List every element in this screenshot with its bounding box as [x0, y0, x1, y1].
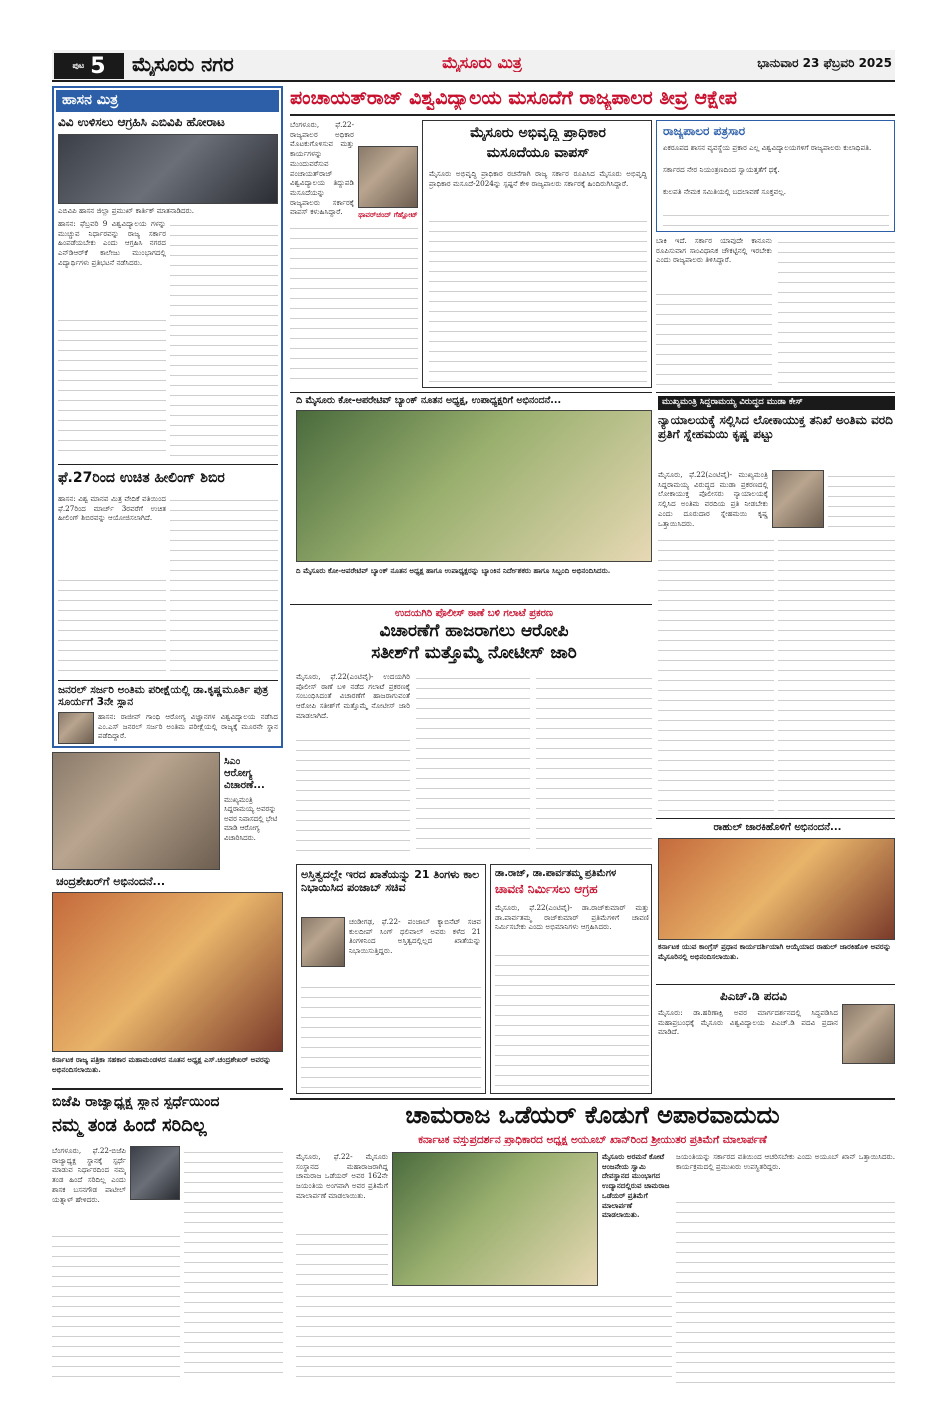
bjp-headline-2: ನಮ್ಮ ತಂಡ ಹಿಂದೆ ಸರಿದಿಲ್ಲ [52, 1116, 207, 1136]
punjab-headline: ಅಸ್ತಿತ್ವದಲ್ಲೇ ಇರದ ಖಾತೆಯನ್ನು 21 ತಿಂಗಳು ಕಾಲ ನಿಭಾಯಿಸಿದ ಪಂಜಾಬ್ ಸಚಿವ [301, 869, 480, 894]
chamaraja-body: ಮೈಸೂರು, ಫೆ.22- ಮೈಸೂರು ಸಂಸ್ಥಾನದ ಮಹಾರಾಜರಾಗಿದ್ದ ಚಾಮರಾಜ ಒಡೆಯರ್ ಅವರ 162ನೇ ಜಯಂತಿಯ ಅಂಗವಾಗಿ ಅವರ ಪ್ರತಿಮೆಗೆ ಮಾಲಾರ್ಪಣೆ ಮಾಡಲಾಯಿತು. [296, 1152, 388, 1200]
divider [58, 680, 278, 681]
surya-photo [58, 712, 94, 744]
chandrashekhar-photo [52, 892, 283, 1052]
snehamayi-krishna-photo [772, 470, 824, 528]
udayagiri-kicker: ಉದಯಗಿರಿ ಪೊಲೀಸ್ ಠಾಣೆ ಬಳಿ ಗಲಾಟೆ ಪ್ರಕರಣ [395, 608, 553, 619]
chamaraja-headline: ಚಾಮರಾಜ ಒಡೆಯರ್ ಕೊಡುಗೆ ಅಪಾರವಾದುದು [405, 1102, 780, 1129]
abvp-body-col1-continued [58, 314, 166, 459]
divider [656, 818, 895, 819]
divider [290, 392, 652, 393]
chamaraja-photo-caption: ಮೈಸೂರು ಅರಮನೆ ಕೋಟೆ ಆಂಜನೇಯ ಸ್ವಾಮಿ ದೇವಸ್ಥಾನದ ಮುಂಭಾಗದ ಉದ್ಯಾನದಲ್ಲಿರುವ ಚಾಮರಾಜ ಒಡೆಯರ್ ಪ್ರತಿಮೆಗೆ ಮಾಲಾರ್ಪಣೆ ಮಾಡಲಾಯಿತು. [602, 1152, 670, 1220]
abvp-body: ಹಾಸನ: ಫೆಬ್ರವರಿ 9 ವಿಶ್ವವಿದ್ಯಾಲಯ ಗಳನ್ನು ಮುಚ್ಚುವ ನಿರ್ಧಾರವನ್ನು ರಾಜ್ಯ ಸರ್ಕಾರ ಹಿಂಪಡೆಯಬೇಕು ಎಂದು ಆಗ್ರಹಿಸಿ ನಗರದ ಎನ್‌ಡಿಆರ್‌ಕೆ ಕಾಲೇಜು ಮುಂಭಾಗದಲ್ಲಿ ವಿದ್ಯಾರ್ಥಿಗಳು ಪ್ರತಿಭಟನೆ ನಡೆಸಿದರು. [58, 219, 166, 267]
phd-headline: ಪಿಎಚ್.ಡಿ ಪದವಿ [720, 990, 787, 1003]
governor-letter-point-2: ಸರ್ಕಾರದ ನೇರ ನಿಯಂತ್ರಣದಿಂದ ಸ್ವಾಯತ್ತತೆಗೆ ಧಕ್ಕೆ. [663, 165, 780, 174]
udayagiri-body: ಮೈಸೂರು, ಫೆ.22(ಎಂಟಿವೈ)- ಉದಯಗಿರಿ ಪೊಲೀಸ್ ಠಾಣೆ ಬಳಿ ನಡೆದ ಗಲಾಟೆ ಪ್ರಕರಣಕ್ಕೆ ಸಂಬಂಧಿಸಿದಂತೆ ವಿಚಾರಣೆಗೆ ಹಾಜರಾಗುವಂತೆ ಆರೋಪಿ ಸತೀಶ್‌ಗೆ ಮತ್ತೊಮ್ಮೆ ನೋಟೀಸ್ ಜಾರಿ ಮಾಡಲಾಗಿದೆ. [296, 672, 410, 720]
surgery-rank-headline: ಜನರಲ್ ಸರ್ಜರಿ ಅಂತಿಮ ಪರೀಕ್ಷೆಯಲ್ಲಿ ಡಾ.ಕೃಷ್ಣಮೂರ್ತಿ ಪುತ್ರ ಸೂರ್ಯಗೆ 3ನೇ ಸ್ಥಾನ [58, 684, 269, 709]
governor-photo [358, 146, 418, 208]
abvp-photo [58, 134, 278, 204]
chamaraja-body-col1 [296, 1228, 388, 1286]
governor-letter-box [656, 120, 895, 232]
chandrashekhar-caption: ಕರ್ನಾಟಕ ರಾಜ್ಯ ಪತ್ರಿಕಾ ಸಹಕಾರ ಮಹಾಮಂಡಳದ ನೂತನ ಅಧ್ಯಕ್ಷ ಎಸ್.ಚಂದ್ರಶೇಖರ್ ಅವರನ್ನು ಅಭಿನಂದಿಸಲಾಯಿತು. [52, 1055, 271, 1074]
rajkumar-box [490, 864, 652, 1094]
hassan-mitra-box [52, 86, 283, 748]
bjp-body-col1 [52, 1230, 180, 1381]
governor-letter-header: ರಾಜ್ಯಪಾಲರ ಪತ್ರಸಾರ [663, 125, 746, 138]
section-title: ಮೈಸೂರು ನಗರ [132, 53, 234, 76]
divider [58, 464, 278, 465]
punjab-body-continued [301, 981, 481, 1089]
chamaraja-subheadline: ಕರ್ನಾಟಕ ವಸ್ತುಪ್ರದರ್ಶನ ಪ್ರಾಧಿಕಾರದ ಅಧ್ಯಕ್ಷ ಅಯೂಬ್ ಖಾನ್‌ರಿಂದ ಶ್ರೀಯುತರ ಪ್ರತಿಮೆಗೆ ಮಾಲಾರ್ಪಣೆ [418, 1134, 767, 1146]
udayagiri-body-col3 [536, 672, 652, 858]
issue-date: ಭಾನುವಾರ 23 ಫೆಬ್ರವರಿ 2025 [757, 57, 892, 70]
page-label: ಪುಟ [72, 61, 85, 70]
divider [52, 1088, 283, 1090]
lokayukta-kicker: ಮುಖ್ಯಮಂತ್ರಿ ಸಿದ್ದರಾಮಯ್ಯ ವಿರುದ್ಧದ ಮುಡಾ ಕೇಸ್ [658, 396, 895, 410]
phd-recipient-photo [842, 1004, 895, 1064]
divider [290, 1098, 895, 1100]
muda-bill-body-continued [429, 215, 647, 383]
cm-health-body: ಮುಖ್ಯಮಂತ್ರಿ ಸಿದ್ದರಾಮಯ್ಯ ಅವರನ್ನು ಅವರ ನಿವಾಸದಲ್ಲಿ ಭೇಟಿ ಮಾಡಿ ಆರೋಗ್ಯ ವಿಚಾರಿಸಿದರು. [224, 796, 278, 842]
udayagiri-body-col1 [296, 734, 410, 858]
udayagiri-headline-1: ವಿಚಾರಣೆಗೆ ಹಾಜರಾಗಲು ಆರೋಪಿ [379, 622, 569, 641]
cm-health-title-2: ಆರೋಗ್ಯ [224, 768, 253, 779]
chamaraja-right-body: ಜಯಂತಿಯನ್ನು ಸರ್ಕಾರದ ವತಿಯಿಂದ ಆಚರಿಸಬೇಕು ಎಂದು ಅಯೂಬ್ ಖಾನ್ ಒತ್ತಾಯಿಸಿದರು. ಕಾರ್ಯಕ್ರಮದಲ್ಲಿ ಪ್ರಮುಖರು ಉಪಸ್ಥಿತರಿದ್ದರು. [676, 1152, 895, 1171]
divider [290, 604, 652, 605]
rahul-caption: ಕರ್ನಾಟಕ ಯುವ ಕಾಂಗ್ರೆಸ್ ಪ್ರಧಾನ ಕಾರ್ಯದರ್ಶಿಯಾಗಿ ಆಯ್ಕೆಯಾದ ರಾಹುಲ್ ಜಾರಕಿಹೊಳಿ ಅವರನ್ನು ಮೈಸೂರಿನಲ್ಲಿ ಅಭಿನಂದಿಸಲಾಯಿತು. [658, 942, 891, 961]
bjp-body-continued [184, 1146, 283, 1381]
cm-health-title-3: ವಿಚಾರಣೆ... [224, 780, 265, 791]
chamaraja-bottom-body [296, 1290, 672, 1386]
surgery-rank-body: ಹಾಸನ: ರಾಜೀವ್ ಗಾಂಧಿ ಆರೋಗ್ಯ ವಿಜ್ಞಾನಗಳ ವಿಶ್ವವಿದ್ಯಾಲಯ ನಡೆಸಿದ ಎಂ.ಎಸ್ ಜನರಲ್ ಸರ್ಜರಿ ಅಂತಿಮ ಪರೀಕ್ಷೆಯಲ್ಲಿ ರಾಜ್ಯಕ್ಕೆ ಮೂರನೇ ಸ್ಥಾನ ಪಡೆದಿದ್ದಾರೆ. [98, 712, 278, 741]
healing-camp-body: ಹಾಸನ: ವಿಶ್ವ ಮಾನವ ಮಿತ್ರ ವೇದಿಕೆ ವತಿಯಿಂದ ಫೆ.27ರಿಂದ ಮಾರ್ಚ್ 3ರವರೆಗೆ ಉಚಿತ ಹೀಲಿಂಗ್ ಶಿಬಿರವನ್ನು ಆಯೋಜಿಸಲಾಗಿದೆ. [58, 494, 166, 523]
page-number-block [54, 53, 124, 79]
lokayukta-body-col1 [658, 534, 774, 816]
udayagiri-body-col2 [416, 672, 530, 858]
lead-body-far-right [778, 236, 895, 388]
abvp-body-continued [170, 219, 278, 459]
rahul-headline: ರಾಹುಲ್ ಜಾರಕಿಹೊಳಿಗೆ ಅಭಿನಂದನೆ... [713, 822, 842, 833]
lead-body-col1 [290, 222, 418, 388]
muda-bill-headline-2: ಮಸೂದೆಯೂ ವಾಪಸ್ [486, 145, 590, 161]
bank-photo [296, 410, 652, 562]
bjp-body: ಬೆಂಗಳೂರು, ಫೆ.22-ಬಿಜೆಪಿ ರಾಜ್ಯಾಧ್ಯಕ್ಷ ಸ್ಥಾನಕ್ಕೆ ಸ್ಪರ್ಧೆ ಮಾಡುವ ನಿರ್ಧಾರದಿಂದ ನಮ್ಮ ತಂಡ ಹಿಂದೆ ಸರಿದಿಲ್ಲ ಎಂದು ಶಾಸಕ ಬಸನಗೌಡ ಪಾಟೀಲ್ ಯತ್ನಾಳ್ ಹೇಳಿದರು. [52, 1146, 126, 1204]
punjab-body: ಚಂಡೀಗಢ, ಫೆ.22- ಪಂಜಾಬ್ ಕ್ಯಾಬಿನೆಟ್ ಸಚಿವ ಕುಲದೀಪ್ ಸಿಂಗ್ ಧಲಿವಾಲ್ ಅವರು ಕಳೆದ 21 ತಿಂಗಳಿನಿಂದ ಅಸ್ತಿತ್ವದಲ್ಲಿಲ್ಲದ ಖಾತೆಯನ್ನು ನಿಭಾಯಿಸುತ್ತಿದ್ದರು. [349, 917, 481, 956]
minister-photo [301, 917, 345, 967]
rajkumar-body: ಮೈಸೂರು, ಫೆ.22(ಎಂಟಿವೈ)- ಡಾ.ರಾಜ್‌ಕುಮಾರ್ ಮತ್ತು ಡಾ.ಪಾರ್ವತಮ್ಮ ರಾಜ್‌ಕುಮಾರ್ ಪ್ರತಿಮೆಗಳಿಗೆ ಚಾವಣಿ ನಿರ್ಮಿಸಬೇಕು ಎಂದು ಅಭಿಮಾನಿಗಳು ಆಗ್ರಹಿಸಿದರು. [495, 903, 649, 932]
governor-letter-point-1: ಏಕರೂಪದ ಶಾಸನ ವ್ಯವಸ್ಥೆಯ ಪ್ರಕಾರ ಎಲ್ಲ ವಿಶ್ವವಿದ್ಯಾಲಯಗಳಿಗೆ ರಾಜ್ಯಪಾಲರು ಕುಲಾಧಿಪತಿ. [663, 143, 872, 152]
lead-headline: ಪಂಚಾಯತ್‌ರಾಜ್ ವಿಶ್ವವಿದ್ಯಾಲಯ ಮಸೂದೆಗೆ ರಾಜ್ಯಪಾಲರ ತೀವ್ರ ಆಕ್ಷೇಪ [290, 88, 737, 109]
healing-camp-headline: ಫೆ.27ರಿಂದ ಉಚಿತ ಹೀಲಿಂಗ್ ಶಿಬಿರ [58, 470, 225, 486]
rajkumar-body-continued [495, 949, 649, 1089]
masthead [52, 50, 895, 82]
muda-bill-box [422, 120, 652, 388]
chandrashekhar-header: ಚಂದ್ರಶೇಖರ್‌ಗೆ ಅಭಿನಂದನೆ... [56, 876, 166, 888]
chamaraja-right-body-continued [676, 1196, 895, 1386]
phd-body: ಮೈಸೂರು: ಡಾ.ಹರಿಣಾಕ್ಷಿ ಅವರ ಮಾರ್ಗದರ್ಶನದಲ್ಲಿ ಸಿದ್ಧಪಡಿಸಿದ ಮಹಾಪ್ರಬಂಧಕ್ಕೆ ಮೈಸೂರು ವಿಶ್ವವಿದ್ಯಾಲಯ ಪಿಎಚ್.ಡಿ ಪದವಿ ಪ್ರದಾನ ಮಾಡಿದೆ. [658, 1008, 838, 1037]
yatnal-photo [130, 1146, 180, 1200]
bank-headline: ದಿ ಮೈಸೂರು ಕೋ-ಆಪರೇಟಿವ್ ಬ್ಯಾಂಕ್ ನೂತನ ಅಧ್ಯಕ್ಷ, ಉಪಾಧ್ಯಕ್ಷರಿಗೆ ಅಭಿನಂದನೆ... [296, 396, 562, 406]
bjp-headline-1: ಬಿಜೆಪಿ ರಾಜ್ಯಾಧ್ಯಕ್ಷ ಸ್ಥಾನ ಸ್ಪರ್ಧೆಯಿಂದ [52, 1094, 220, 1110]
cm-health-title-1: ಸಿಎಂ [224, 756, 241, 767]
healing-camp-body-col1 [58, 574, 166, 674]
page-number: 5 [90, 53, 106, 79]
lokayukta-body-col2 [778, 534, 895, 816]
hassan-mitra-header: ಹಾಸನ ಮಿತ್ರ [56, 90, 279, 112]
rajkumar-headline-1: ಡಾ.ರಾಜ್, ಡಾ.ಪಾರ್ವತಮ್ಮ ಪ್ರತಿಮೆಗಳ [495, 869, 617, 879]
lokayukta-body-right [828, 470, 895, 528]
abvp-photo-caption: ಎಬಿವಿಪಿ ಹಾಸನ ಜಿಲ್ಲಾ ಪ್ರಮುಖ್ ಕಾರ್ತಿಕ್ ಮಾತನಾಡಿದರು. [58, 206, 195, 215]
governor-letter-more [663, 209, 889, 229]
udayagiri-headline-2: ಸತೀಶ್‌ಗೆ ಮತ್ತೊಮ್ಮೆ ನೋಟೀಸ್ ಜಾರಿ [371, 644, 577, 663]
cm-health-box [52, 752, 283, 870]
abvp-headline: ವಿವಿ ಉಳಿಸಲು ಆಗ್ರಹಿಸಿ ಎಬಿವಿಪಿ ಹೋರಾಟ [58, 116, 225, 129]
lead-body-right-continued [656, 288, 772, 388]
punjab-box [296, 864, 486, 1094]
lead-body: ಬೆಂಗಳೂರು, ಫೆ.22- ರಾಜ್ಯಪಾಲರ ಅಧಿಕಾರ ಮೊಟಕುಗೊಳಿಸುವ ಮತ್ತು ಕಾರ್ಯಗಳನ್ನು ಮುಂದುವರೆಸುವ ಪಂಚಾಯತ್‌ರಾಜ್ ವಿಶ್ವವಿದ್ಯಾಲಯ ತಿದ್ದುಪಡಿ ಮಸೂದೆಯನ್ನು ರಾಜ್ಯಪಾಲರು ಸರ್ಕಾರಕ್ಕೆ ವಾಪಸ್ ಕಳುಹಿಸಿದ್ದಾರೆ. [290, 120, 354, 217]
lokayukta-body: ಮೈಸೂರು, ಫೆ.22(ಎಂಟಿವೈ)- ಮುಖ್ಯಮಂತ್ರಿ ಸಿದ್ದರಾಮಯ್ಯ ವಿರುದ್ಧದ ಮುಡಾ ಪ್ರಕರಣದಲ್ಲಿ ಲೋಕಾಯುಕ್ತ ಪೊಲೀಸರು ನ್ಯಾಯಾಲಯಕ್ಕೆ ಸಲ್ಲಿಸಿದ ಅಂತಿಮ ವರದಿಯ ಪ್ರತಿ ನೀಡಬೇಕು ಎಂದು ದೂರುದಾರ ಸ್ನೇಹಮಯಿ ಕೃಷ್ಣ ಒತ್ತಾಯಿಸಿದರು. [658, 470, 768, 528]
divider [290, 114, 895, 116]
muda-bill-headline-1: ಮೈಸೂರು ಅಭಿವೃದ್ಧಿ ಪ್ರಾಧಿಕಾರ [470, 125, 606, 141]
divider [656, 392, 895, 393]
rahul-photo [658, 838, 895, 940]
chamaraja-statue-photo [392, 1152, 598, 1286]
governor-letter-point-3: ಕುಲಪತಿ ನೇಮಕ ಸಮಿತಿಯಲ್ಲಿ ಬದಲಾವಣೆ ಸೂಕ್ತವಲ್ಲ. [663, 187, 786, 196]
bank-caption: ದಿ ಮೈಸೂರು ಕೋ-ಆಪರೇಟಿವ್ ಬ್ಯಾಂಕ್ ನೂತನ ಅಧ್ಯಕ್ಷ ಹಾಗೂ ಉಪಾಧ್ಯಕ್ಷರನ್ನು ಬ್ಯಾಂಕಿನ ನಿರ್ದೇಶಕರು ಹಾಗೂ ಸಿಬ್ಬಂದಿ ಅಭಿನಂದಿಸಿದರು. [296, 566, 611, 575]
healing-camp-body-continued [170, 494, 278, 674]
rajkumar-headline-2: ಚಾವಣಿ ನಿರ್ಮಿಸಲು ಆಗ್ರಹ [495, 883, 598, 896]
paper-name: ಮೈಸೂರು ಮಿತ್ರ [442, 54, 522, 72]
governor-name: ಥಾವರ್‌ಚಂದ್ ಗೆಹ್ಲೋಟ್ [358, 210, 418, 219]
lead-body-right: ಬಾಕಿ ಇದೆ. ಸರ್ಕಾರ ಯಾವುದೇ ಕಾನೂನು ರೂಪಿಸುವಾಗ ಸಾಂವಿಧಾನಿಕ ಚೌಕಟ್ಟಿನಲ್ಲಿ ಇರಬೇಕು ಎಂದು ರಾಜ್ಯಪಾಲರು ತಿಳಿಸಿದ್ದಾರೆ. [656, 236, 772, 265]
lokayukta-headline: ನ್ಯಾಯಾಲಯಕ್ಕೆ ಸಲ್ಲಿಸಿದ ಲೋಕಾಯುಕ್ತ ತನಿಖೆ ಅಂತಿಮ ವರದಿ ಪ್ರತಿಗೆ ಸ್ನೇಹಮಯಿ ಕೃಷ್ಣ ಪಟ್ಟು [658, 414, 893, 441]
cm-visit-photo [52, 752, 220, 870]
divider [656, 984, 895, 985]
muda-bill-body: ಮೈಸೂರು ಅಭಿವೃದ್ಧಿ ಪ್ರಾಧಿಕಾರ ರಚನೆಗಾಗಿ ರಾಜ್ಯ ಸರ್ಕಾರ ರೂಪಿಸಿದ ಮೈಸೂರು ಅಭಿವೃದ್ಧಿ ಪ್ರಾಧಿಕಾರ ಮಸೂದೆ-2024ನ್ನು ಸ್ಪಷ್ಟನೆ ಕೇಳಿ ರಾಜ್ಯಪಾಲರು ಸರ್ಕಾರಕ್ಕೆ ಹಿಂದಿರುಗಿಸಿದ್ದಾರೆ. [429, 169, 647, 188]
